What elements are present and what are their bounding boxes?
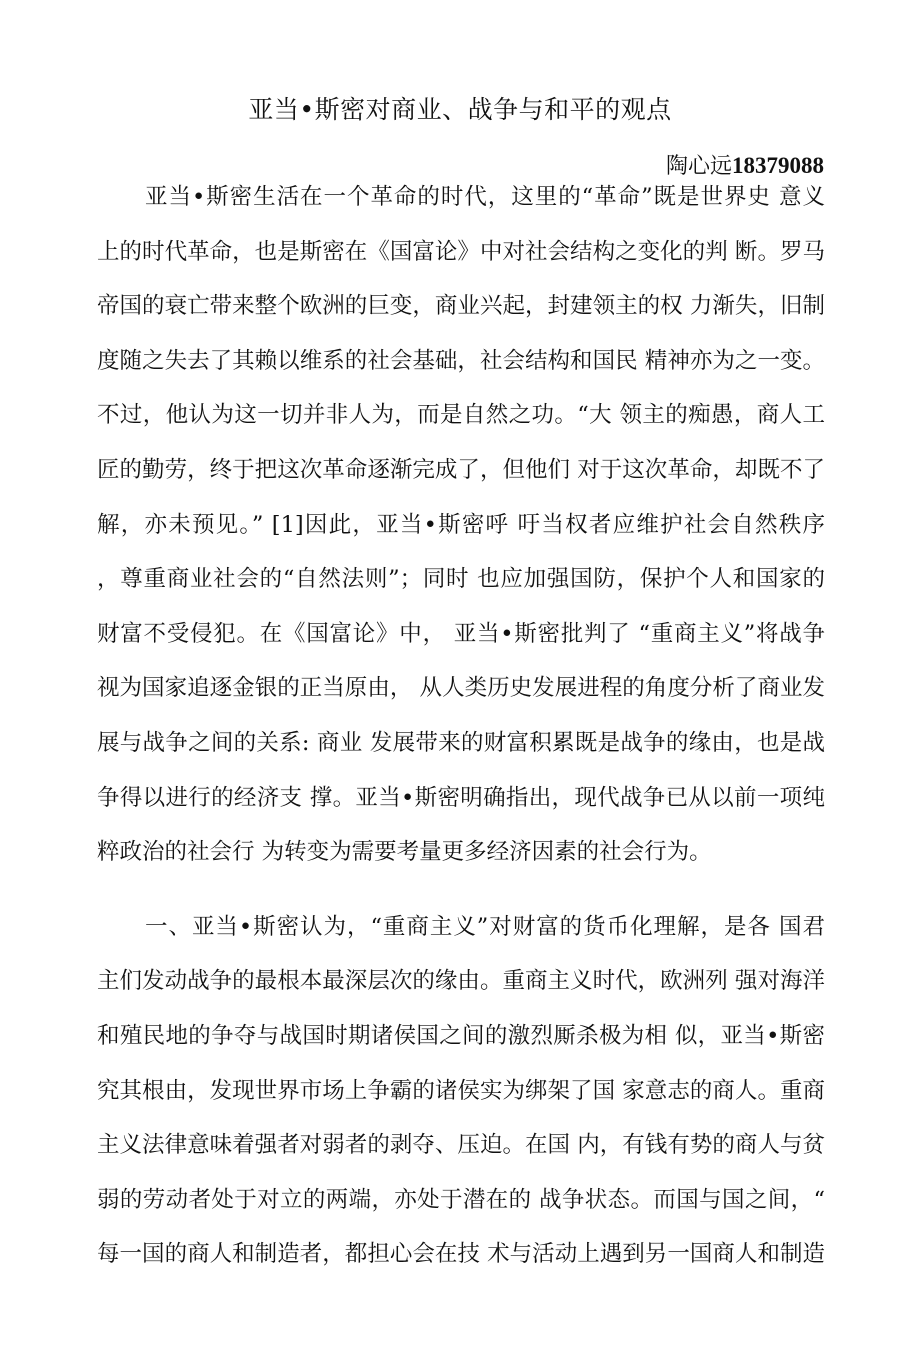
text-line: 粹政治的社会行 为转变为需要考量更多经济因素的社会行为。 <box>97 839 712 866</box>
text-line: 主们发动战争的最根本最深层次的缘由。重商主义时代，欧洲列 强对海洋 <box>97 968 825 995</box>
document-title: 亚当•斯密对商业、战争与和平的观点 <box>248 95 672 124</box>
paragraph-2 <box>97 900 825 1282</box>
document-body <box>97 170 825 1282</box>
text-line: 一、亚当•斯密认为，“重商主义”对财富的货币化理解，是各 国君 <box>145 913 825 940</box>
text-line: 帝国的衰亡带来整个欧洲的巨变，商业兴起，封建领主的权 力渐失，旧制 <box>97 293 825 320</box>
text-line: 和殖民地的争夺与战国时期诸侯国之间的激烈厮杀极为相 似，亚当•斯密 <box>97 1022 825 1049</box>
text-line: 不过，他认为这一切并非人为，而是自然之功。“大 领主的痴愚，商人工 <box>97 402 825 429</box>
text-line: 主义法律意味着强者对弱者的剥夺、压迫。在国 内，有钱有势的商人与贫 <box>97 1132 825 1159</box>
text-line: 度随之失去了其赖以维系的社会基础，社会结构和国民 精神亦为之一变。 <box>97 347 825 374</box>
text-line: 上的时代革命，也是斯密在《国富论》中对社会结构之变化的判 断。罗马 <box>97 238 825 265</box>
text-line: 匠的勤劳，终于把这次革命逐渐完成了，但他们 对于这次革命，却既不了 <box>97 456 825 483</box>
text-line: ，尊重商业社会的“自然法则”；同时 也应加强国防，保护个人和国家的 <box>97 566 825 593</box>
text-line: 财富不受侵犯。在《国富论》中， 亚当•斯密批判了 “重商主义”将战争 <box>97 620 825 647</box>
text-line: 展与战争之间的关系: 商业 发展带来的财富积累既是战争的缘由，也是战 <box>97 729 825 756</box>
author-student-id: 18379088 <box>732 153 824 178</box>
text-line: 每一国的商人和制造者，都担心会在技 术与活动上遇到另一国商人和制造 <box>97 1241 825 1268</box>
text-line: 视为国家追逐金银的正当原由， 从人类历史发展进程的角度分析了商业发 <box>97 675 825 702</box>
paragraph-gap <box>97 880 825 900</box>
text-line: 亚当•斯密生活在一个革命的时代，这里的“革命”既是世界史 意义 <box>145 184 825 210</box>
author-name: 陶心远 <box>665 154 732 179</box>
paragraph-1 <box>97 170 825 880</box>
text-line: 弱的劳动者处于对立的两端，亦处于潜在的 战争状态。而国与国之间，“ <box>97 1186 825 1213</box>
text-line: 究其根由，发现世界市场上争霸的诸侯实为绑架了国 家意志的商人。重商 <box>97 1077 825 1104</box>
text-line: 争得以进行的经济支 撑。亚当•斯密明确指出，现代战争已从以前一项纯 <box>97 784 825 811</box>
text-line: 解，亦未预见。” [1]因此，亚当•斯密呼 吁当权者应维护社会自然秩序 <box>97 511 825 538</box>
